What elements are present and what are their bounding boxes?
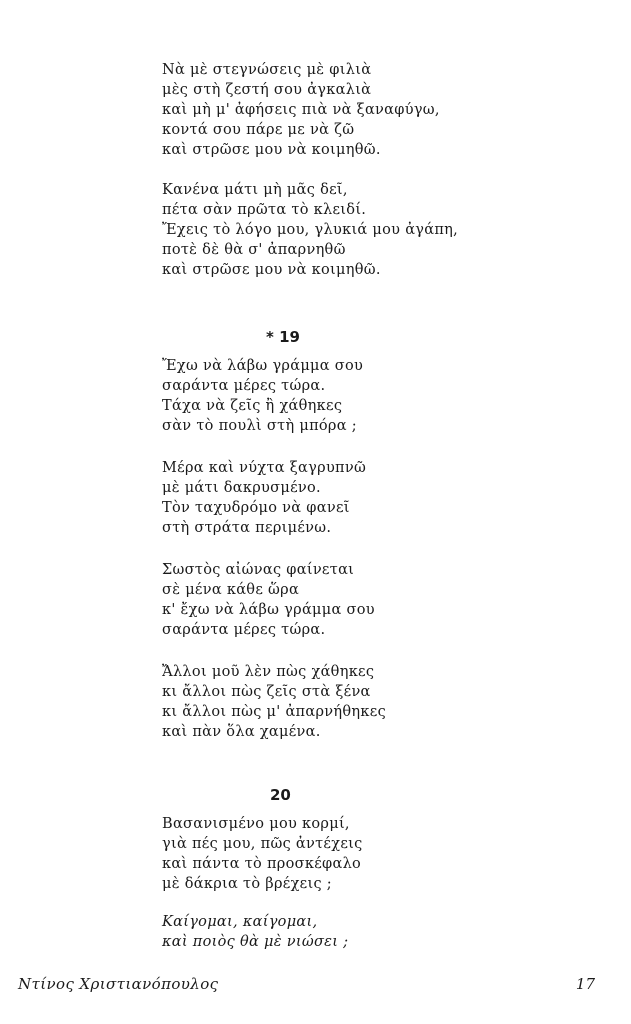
poem-line: μὲς στὴ ζεστή σου ἀγκαλιὰ bbox=[162, 82, 372, 98]
poem-line: κι ἄλλοι πὼς μ' ἀπαρνήθηκες bbox=[162, 704, 387, 720]
stanza bbox=[162, 458, 482, 538]
poem-line: καὶ στρῶσε μου νὰ κοιμηθῶ. bbox=[162, 142, 381, 158]
poem-19-stanza-2 bbox=[162, 458, 482, 538]
poem-line: Σωστὸς αἰώνας φαίνεται bbox=[162, 562, 355, 578]
stanza bbox=[162, 356, 482, 436]
page-number: 17 bbox=[575, 975, 595, 993]
poem-line: κι ἄλλοι πὼς ζεῖς στὰ ξένα bbox=[162, 684, 371, 700]
poem-19-stanza-4 bbox=[162, 662, 482, 742]
stanza bbox=[162, 814, 482, 894]
poem-line: ποτὲ δὲ θὰ σ' ἀπαρνηθῶ bbox=[162, 242, 346, 258]
poem-line: Μέρα καὶ νύχτα ξαγρυπνῶ bbox=[162, 460, 367, 476]
poem-continuation-stanza-2 bbox=[162, 180, 482, 280]
poem-line: καὶ πὰν ὅλα χαμένα. bbox=[162, 724, 321, 740]
poem-line: κ' ἔχω νὰ λάβω γράμμα σου bbox=[162, 602, 375, 618]
stanza bbox=[162, 662, 482, 742]
poem-line: καὶ πάντα τὸ προσκέφαλο bbox=[162, 856, 362, 872]
poem-line: Ἄλλοι μοῦ λὲν πὼς χάθηκες bbox=[162, 664, 375, 680]
poem-line: καὶ στρῶσε μου νὰ κοιμηθῶ. bbox=[162, 262, 381, 278]
poem-19-stanza-1 bbox=[162, 356, 482, 436]
poem-line: Καίγομαι, καίγομαι, bbox=[162, 914, 318, 930]
poem-line: Τάχα νὰ ζεῖς ἢ χάθηκες bbox=[162, 398, 343, 414]
poem-number-20: 20 bbox=[270, 786, 291, 804]
poem-line: στὴ στράτα περιμένω. bbox=[162, 520, 332, 536]
poem-line: σαράντα μέρες τώρα. bbox=[162, 622, 326, 638]
poem-line: μὲ μάτι δακρυσμένο. bbox=[162, 480, 321, 496]
footer-author: Ντίνος Χριστιανόπουλος bbox=[18, 975, 219, 993]
stanza bbox=[162, 180, 482, 280]
poem-line: Νὰ μὲ στεγνώσεις μὲ φιλιὰ bbox=[162, 62, 372, 78]
poem-20-stanza-2 bbox=[162, 912, 482, 952]
poem-line: καὶ ποιὸς θὰ μὲ νιώσει ; bbox=[162, 934, 349, 950]
poem-line: καὶ μὴ μ' ἀφήσεις πιὰ νὰ ξαναφύγω, bbox=[162, 102, 440, 118]
poem-number-19: * 19 bbox=[266, 328, 300, 346]
poem-line: γιὰ πές μου, πῶς ἀντέχεις bbox=[162, 836, 363, 852]
stanza bbox=[162, 60, 482, 160]
poem-20-stanza-1 bbox=[162, 814, 482, 894]
poem-line: Ἔχεις τὸ λόγο μου, γλυκιά μου ἀγάπη, bbox=[162, 222, 459, 238]
poem-line: Τὸν ταχυδρόμο νὰ φανεῖ bbox=[162, 500, 350, 516]
stanza bbox=[162, 912, 482, 952]
poem-line: Βασανισμένο μου κορμί, bbox=[162, 816, 350, 832]
poem-continuation bbox=[162, 60, 482, 160]
poem-line: σὲ μένα κάθε ὥρα bbox=[162, 582, 300, 598]
poem-19-stanza-3 bbox=[162, 560, 482, 640]
poem-line: Ἔχω νὰ λάβω γράμμα σου bbox=[162, 358, 364, 374]
poem-line: μὲ δάκρια τὸ βρέχεις ; bbox=[162, 876, 332, 892]
poem-line: σὰν τὸ πουλὶ στὴ μπόρα ; bbox=[162, 418, 357, 434]
poem-line: σαράντα μέρες τώρα. bbox=[162, 378, 326, 394]
stanza bbox=[162, 560, 482, 640]
poem-line: Κανένα μάτι μὴ μᾶς δεῖ, bbox=[162, 182, 348, 198]
poem-line: κοντά σου πάρε με νὰ ζῶ bbox=[162, 122, 355, 138]
poem-line: πέτα σὰν πρῶτα τὸ κλειδί. bbox=[162, 202, 367, 218]
